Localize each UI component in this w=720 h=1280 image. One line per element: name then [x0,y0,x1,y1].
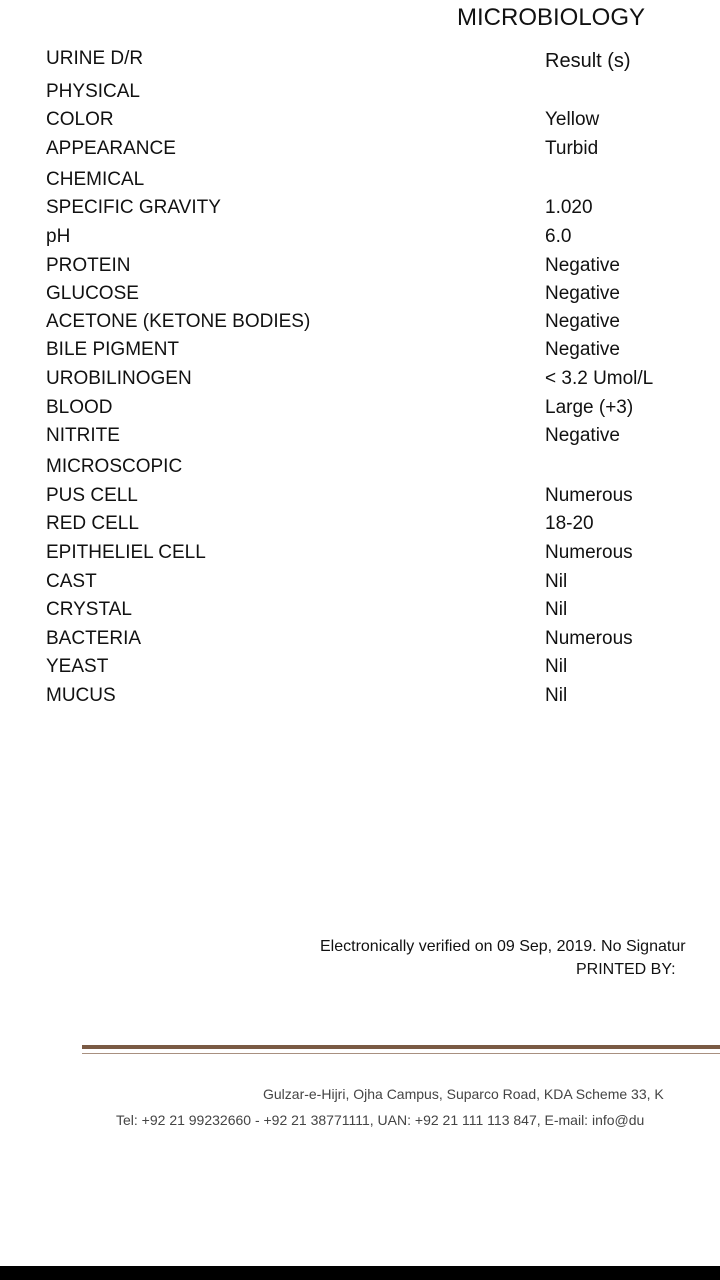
row-label-glucose: GLUCOSE [46,283,139,304]
footer-divider [82,1045,720,1049]
row-value-ph: 6.0 [545,226,572,247]
section-physical: PHYSICAL [46,81,140,102]
footer-divider-thin [82,1053,720,1054]
row-value-pus-cell: Numerous [545,485,633,506]
row-value-color: Yellow [545,109,600,130]
bottom-bar [0,1266,720,1280]
row-value-epithelial-cell: Numerous [545,542,633,563]
row-label-blood: BLOOD [46,397,113,418]
verification-note: Electronically verified on 09 Sep, 2019. No Signatur [320,938,686,955]
row-label-appearance: APPEARANCE [46,138,176,159]
row-label-acetone: ACETONE (KETONE BODIES) [46,311,311,332]
row-label-yeast: YEAST [46,656,109,677]
row-label-specific-gravity: SPECIFIC GRAVITY [46,197,221,218]
row-label-bacteria: BACTERIA [46,628,142,649]
row-value-blood: Large (+3) [545,397,634,418]
row-label-urobilinogen: UROBILINOGEN [46,368,192,389]
row-value-crystal: Nil [545,599,568,620]
lab-contact: Tel: +92 21 99232660 - +92 21 38771111, UAN: +92 21 111 113 847, E-mail: info@du [116,1112,645,1128]
row-value-nitrite: Negative [545,425,620,446]
row-label-protein: PROTEIN [46,255,131,276]
row-value-specific-gravity: 1.020 [545,197,593,218]
row-value-protein: Negative [545,255,620,276]
row-label-crystal: CRYSTAL [46,599,132,620]
row-value-mucus: Nil [545,685,568,706]
section-microscopic: MICROSCOPIC [46,456,183,477]
section-title: MICROBIOLOGY [457,4,646,31]
row-value-red-cell: 18-20 [545,513,594,534]
row-value-appearance: Turbid [545,138,599,159]
result-header: Result (s) [545,50,631,72]
row-value-cast: Nil [545,571,568,592]
row-label-pus-cell: PUS CELL [46,485,138,506]
row-value-urobilinogen: < 3.2 Umol/L [545,368,654,389]
row-label-cast: CAST [46,571,97,592]
row-label-bile-pigment: BILE PIGMENT [46,339,180,360]
row-value-acetone: Negative [545,311,620,332]
row-label-ph: pH [46,226,71,247]
row-value-bacteria: Numerous [545,628,633,649]
row-label-color: COLOR [46,109,114,130]
row-value-yeast: Nil [545,656,568,677]
row-value-glucose: Negative [545,283,620,304]
lab-address: Gulzar-e-Hijri, Ojha Campus, Suparco Road, KDA Scheme 33, K [263,1086,664,1102]
test-name: URINE D/R [46,48,144,69]
section-chemical: CHEMICAL [46,169,145,190]
row-label-epithelial-cell: EPITHELIEL CELL [46,542,206,563]
row-value-bile-pigment: Negative [545,339,620,360]
row-label-nitrite: NITRITE [46,425,120,446]
row-label-mucus: MUCUS [46,685,116,706]
printed-by: PRINTED BY: [576,961,676,978]
row-label-red-cell: RED CELL [46,513,139,534]
